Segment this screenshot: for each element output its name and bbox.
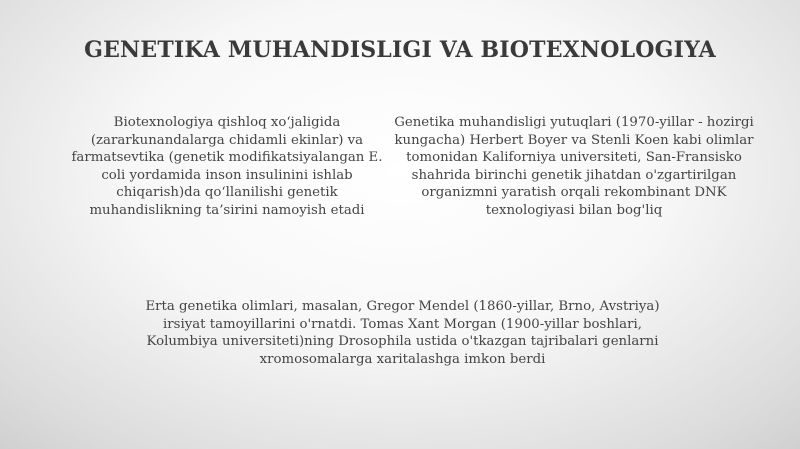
slide-title: GENETIKA MUHANDISLIGI VA BIOTEXNOLOGIYA bbox=[84, 37, 716, 63]
biotechnology-text-block: Biotexnologiya qishloq xo‘jaligida (zararkunandalarga chidamli ekinlar) va farmatsevtika (genetik modifikatsiyalangan E. coli yordamida inson insulinini ishlab chiqarish)da qo‘llanilishi genetik muhandislikning ta’sirini namoyish etadi bbox=[71, 115, 383, 218]
early-genetics-text-block: Erta genetika olimlari, masalan, Gregor Mendel (1860-yillar, Brno, Avstriya) irsiyat tamoyillarini o'rnatdi. Tomas Xant Morgan (1900-yillar boshlari, Kolumbiya universiteti)ning Drosophila ustida o'tkazgan tajribalari genlarni xromosomalarga xaritalashga imkon berdi bbox=[145, 299, 660, 367]
genetic-engineering-text-block: Genetika muhandisligi yutuqlari (1970-yillar - hozirgi kungacha) Herbert Boyer va Stenli Koen kabi olimlar tomonidan Kaliforniya universiteti, San-Fransisko shahrida birinchi genetik jihatdan o'zgartirilgan organizmni yaratish orqali rekombinant DNK texnologiyasi bilan bog'liq bbox=[394, 115, 754, 218]
